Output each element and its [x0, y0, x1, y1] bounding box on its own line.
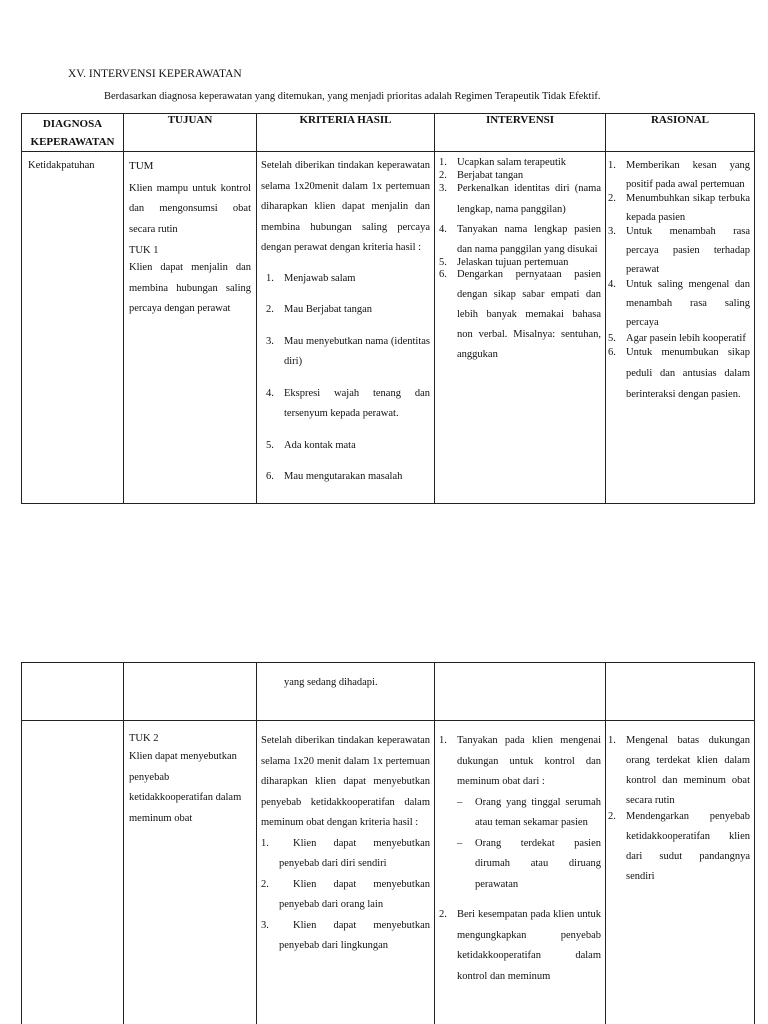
intervensi-list [439, 156, 601, 365]
header-intervensi: INTERVENSI [485, 114, 555, 126]
list-item: 1. Memberikan kesan yang positif pada awal pertemuan [608, 160, 750, 190]
table1-col-line [754, 113, 755, 504]
list-item: 2. Beri kesempatan pada klien untuk mengungkapkan penyebab ketidakkooperatifan dalam kontrol dan meminum [439, 909, 601, 982]
table2-col-line [754, 662, 755, 1024]
table1-bottom-border [21, 503, 755, 504]
table2-col-line [434, 662, 435, 1024]
table2-col-line [21, 662, 22, 1024]
header-tujuan: TUJUAN [167, 114, 213, 126]
table1-col-line [256, 113, 257, 504]
list-item: 4. Tanyakan nama lengkap pasien dan nama panggilan yang disukai [439, 224, 601, 255]
list-item: 1. Klien dapat menyebutkan penyebab dari diri sendiri [261, 837, 430, 869]
tuk2-label: TUK 2 [129, 733, 159, 744]
list-item: 3. Perkenalkan identitas diri (nama lengkap, nama panggilan) [439, 183, 601, 215]
kriteria-intro: Setelah diberikan tindakan keperawatan selama 1x20menit dalam 1x pertemuan diharapkan klien dapat menjalin dan membina hubungan saling percaya dengan perawat dengan kriteria hasil : [261, 160, 430, 253]
header-diagnosa: DIAGNOSA KEPERAWATAN [30, 118, 115, 148]
table2-top-border [21, 662, 755, 663]
diagnosa-cell: Ketidakpatuhan [28, 160, 95, 171]
list-item: 1. Menjawab salam [266, 272, 356, 284]
list-item: 3. Klien dapat menyebutkan penyebab dari lingkungan [261, 919, 430, 951]
rasional-cell-2 [608, 731, 750, 887]
tum-text: Klien mampu untuk kontrol dan mengonsumsi obat secara rutin [129, 182, 251, 235]
list-item: 1. Mengenal batas dukungan orang terdekat klien dalam kontrol dan meminum obat secara rutin [608, 735, 750, 806]
list-item: 1. Ucapkan salam terapeutik [439, 157, 567, 168]
header-rasional: RASIONAL [650, 114, 710, 126]
table1-col-line [434, 113, 435, 504]
tuk2-text: Klien dapat menyebutkan penyebab ketidakkooperatifan dalam meminum obat [129, 751, 242, 824]
continuation-text: yang sedang dihadapi. [284, 677, 378, 688]
table1-col-line [21, 113, 22, 504]
intervensi-cell-2 [439, 731, 601, 987]
list-item: 2. Mendengarkan penyebab ketidakkooperatifan klien dari sudut pandangnya sendiri [608, 811, 750, 882]
tuk1-text: Klien dapat menjalin dan membina hubungan saling percaya dengan perawat [129, 262, 251, 314]
list-item: 3. Mau menyebutkan nama (identitas diri) [266, 335, 430, 367]
list-item: 5. Jelaskan tujuan pertemuan [439, 257, 569, 268]
tujuan-cell-2 [129, 731, 251, 829]
kriteria-list-2 [261, 834, 430, 957]
kriteria-cell [261, 156, 430, 488]
intervensi-cell [439, 156, 601, 365]
list-item: 2. Berjabat tangan [439, 170, 524, 181]
tum-label: TUM [129, 160, 154, 172]
list-item: 4. Ekspresi wajah tenang dan tersenyum kepada perawat. [266, 387, 430, 419]
list-item: 2. Klien dapat menyebutkan penyebab dari orang lain [261, 878, 430, 910]
list-item: 3. Untuk menambah rasa percaya pasien terhadap perawat [608, 226, 750, 275]
rasional-list [608, 156, 750, 405]
rasional-cell [608, 156, 750, 405]
list-item: 6. Mau mengutarakan masalah [266, 471, 403, 482]
table2-col-line [256, 662, 257, 1024]
list-item: 2. Menumbuhkan sikap terbuka kepada pasien [608, 193, 750, 223]
tuk1-label: TUK 1 [129, 245, 159, 256]
header-kriteria: KRITERIA HASIL [299, 114, 392, 126]
list-item: – Orang yang tinggal serumah atau teman sekamar pasien [457, 796, 601, 828]
list-item: 5. Agar pasein lebih kooperatif [608, 333, 746, 344]
list-item: 2. Mau Berjabat tangan [266, 304, 373, 315]
list-item: 1. Tanyakan pada klien mengenai dukungan untuk kontrol dan meminum obat dari : [439, 735, 601, 787]
table1-col-line [605, 113, 606, 504]
list-item: – Orang terdekat pasien dirumah atau diruang perawatan [457, 837, 601, 890]
list-item: 6. Dengarkan pernyataan pasien dengan sikap sabar empati dan lebih banyak memakai bahasa non verbal. Misalnya: sentuhan, anggukan [439, 269, 601, 360]
tujuan-cell [129, 156, 251, 320]
list-item: 4. Untuk saling mengenal dan menambah rasa saling percaya [608, 279, 750, 328]
kriteria-list [261, 269, 430, 488]
intro-text: Berdasarkan diagnosa keperawatan yang ditemukan, yang menjadi prioritas adalah Regimen Terapeutik Tidak Efektif. [104, 91, 601, 102]
kriteria-cell-2 [261, 731, 430, 957]
kriteria-intro-2: Setelah diberikan tindakan keperawatan selama 1x20 menit dalam 1x pertemuan diharapkan klien dapat menyebutkan penyebab ketidakkooperatifan dalam meminum obat dengan kriteria hasil : [261, 735, 430, 828]
list-item: 5. Ada kontak mata [266, 439, 356, 451]
table2-col-line [123, 662, 124, 1024]
table1-header-border [21, 151, 755, 152]
table2-row-border [21, 720, 755, 721]
table2-col-line [605, 662, 606, 1024]
list-item: 6. Untuk menumbukan sikap peduli dan antusias dalam berinteraksi dengan pasien. [608, 347, 750, 400]
section-title: XV. INTERVENSI KEPERAWATAN [68, 68, 242, 80]
table1-col-line [123, 113, 124, 504]
